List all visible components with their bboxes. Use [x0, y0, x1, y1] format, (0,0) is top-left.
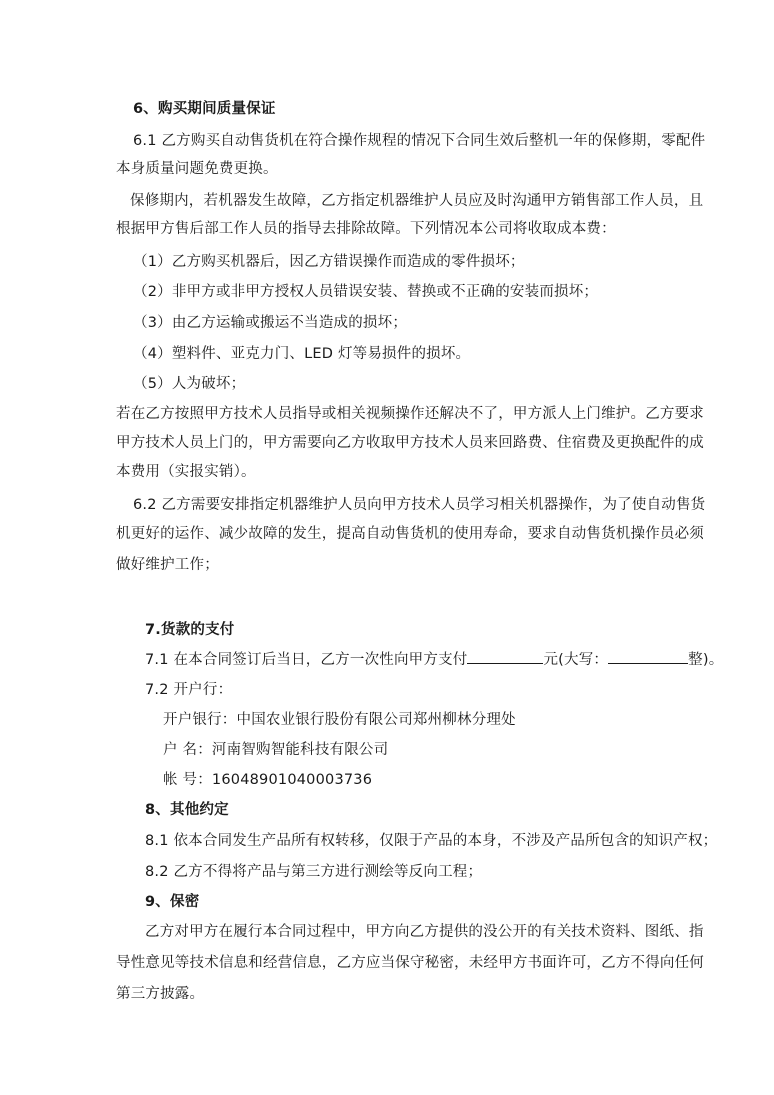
section-8-heading: 8、其他约定	[145, 802, 229, 818]
confidentiality-line-3: 第三方披露。	[116, 986, 205, 1002]
onsite-service-line-3: 本费用（实报实销）。	[116, 464, 256, 480]
list-item-4: （4）塑料件、亚克力门、LED 灯等易损件的损坏。	[133, 346, 471, 362]
section-9-heading: 9、保密	[145, 894, 200, 910]
amount-uppercase-blank	[608, 648, 688, 664]
clause-6-1-line-2: 本身质量问题免费更换。	[116, 161, 278, 177]
account-number-line	[163, 770, 372, 790]
clause-7-1-prefix: 7.1 在本合同签订后当日，乙方一次性向甲方支付	[145, 652, 468, 668]
clause-6-1-line-1: 6.1 乙方购买自动售货机在符合操作规程的情况下合同生效后整机一年的保修期，零配件	[133, 133, 706, 149]
amount-blank	[467, 648, 543, 664]
bank-name-line: 开户银行：中国农业银行股份有限公司郑州柳林分理处	[163, 712, 516, 728]
clause-6-2-line-3: 做好维护工作；	[116, 557, 219, 573]
account-name-value: 河南智购智能科技有限公司	[211, 742, 389, 758]
clause-7-1-zheng: 整)。	[688, 652, 724, 668]
clause-7-1-yuan: 元(大写：	[543, 652, 609, 668]
account-name-line	[163, 740, 388, 760]
clause-8-2: 8.2 乙方不得将产品与第三方进行测绘等反向工程；	[145, 864, 483, 880]
confidentiality-line-2: 导性意见等技术信息和经营信息，乙方应当保守秘密，未经甲方书面许可，乙方不得向任何	[116, 955, 704, 971]
account-name-label: 户 名：	[163, 742, 212, 758]
section-7-heading: 7.货款的支付	[145, 622, 235, 638]
warranty-text-line-2: 根据甲方售后部工作人员的指导去排除故障。下列情况本公司将收取成本费：	[116, 221, 616, 237]
list-item-2: （2）非甲方或非甲方授权人员错误安装、替换或不正确的安装而损坏；	[133, 284, 599, 300]
warranty-text-line-1: 保修期内，若机器发生故障，乙方指定机器维护人员应及时沟通甲方销售部工作人员，且	[130, 193, 704, 209]
onsite-service-line-2: 甲方技术人员上门的，甲方需要向乙方收取甲方技术人员来回路费、住宿费及更换配件的成	[116, 435, 704, 451]
onsite-service-line-1: 若在乙方按照甲方技术人员指导或相关视频操作还解决不了，甲方派人上门维护。乙方要求	[116, 406, 704, 422]
clause-6-2-line-1: 6.2 乙方需要安排指定机器维护人员向甲方技术人员学习相关机器操作，为了使自动售货	[133, 497, 706, 513]
clause-6-2-line-2: 机更好的运作、减少故障的发生，提高自动售货机的使用寿命，要求自动售货机操作员必须	[116, 526, 704, 542]
clause-7-2: 7.2 开户行：	[145, 682, 233, 698]
clause-8-1: 8.1 依本合同发生产品所有权转移，仅限于产品的本身，不涉及产品所包含的知识产权；	[145, 833, 718, 849]
confidentiality-line-1: 乙方对甲方在履行本合同过程中，甲方向乙方提供的没公开的有关技术资料、图纸、指	[145, 924, 704, 940]
list-item-5: （5）人为破坏；	[133, 376, 246, 392]
clause-7-1	[145, 648, 723, 670]
section-6-heading: 6、购买期间质量保证	[133, 101, 276, 117]
list-item-1: （1）乙方购买机器后，因乙方错误操作而造成的零件损坏；	[133, 254, 525, 270]
account-number-value: 16048901040003736	[211, 772, 373, 788]
account-number-label: 帐 号：	[163, 772, 212, 788]
list-item-3: （3）由乙方运输或搬运不当造成的损坏；	[133, 315, 408, 331]
